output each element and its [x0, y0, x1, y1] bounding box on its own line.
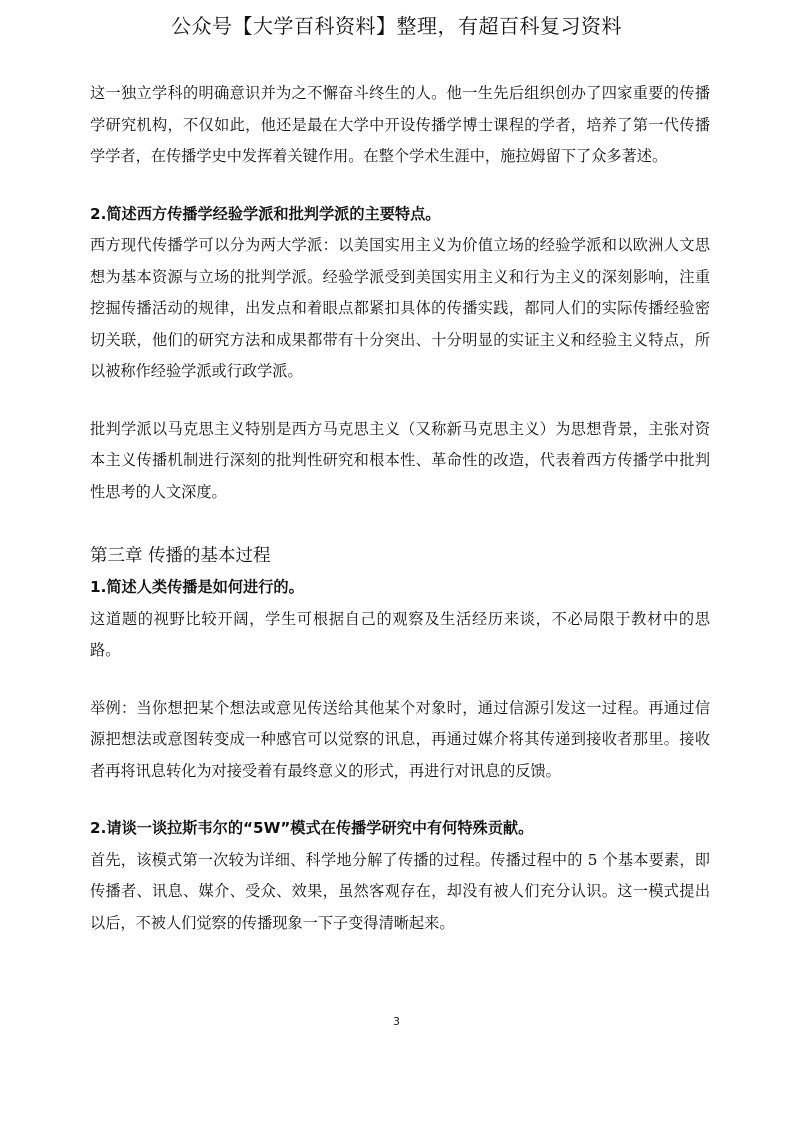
c3-q2-paragraph-1: 首先，该模式第一次较为详细、科学地分解了传播的过程。传播过程中的 5 个基本要素，即传播者、讯息、媒介、受众、效果，虽然客观存在，却没有被人们充分认识。这一模式提出以后，不被人们觉察的传播现象一下子变得清晰起来。 — [90, 850, 710, 932]
spacer — [90, 173, 710, 199]
page-number: 3 — [393, 1015, 400, 1028]
chapter3-question-heading-1: 1.简述人类传播是如何进行的。 — [90, 578, 304, 596]
chapter3-question-heading-2: 2.请谈一谈拉斯韦尔的“5W”模式在传播学研究中有何特殊贡献。 — [90, 819, 534, 837]
spacer — [90, 667, 710, 693]
page-header: 公众号【大学百科资料】整理，有超百科复习资料 — [171, 14, 622, 38]
q2-paragraph-2: 批判学派以马克思主义特别是西方马克思主义（又称新马克思主义）为思想背景，主张对资本主义传播机制进行深刻的批判性研究和根本性、革命性的改造，代表着西方传播学中批判性思考的人文深度。 — [90, 419, 710, 501]
c3-q1-paragraph-2: 举例：当你想把某个想法或意见传送给其他某个对象时，通过信源引发这一过程。再通过信源把想法或意图转变成一种感官可以觉察的讯息，再通过媒介将其传递到接收者那里。接收者再将讯息转化为对接受着有最终意义的形式，再进行对讯息的反馈。 — [90, 698, 710, 780]
page-content — [90, 78, 710, 939]
spacer — [90, 787, 710, 813]
chapter-title: 第三章 传播的基本过程 — [90, 546, 271, 566]
spacer — [90, 388, 710, 414]
question-heading-2: 2.简述西方传播学经验学派和批判学派的主要特点。 — [90, 204, 441, 223]
c3-q1-paragraph-1: 这道题的视野比较开阔，学生可根据自己的观察及生活经历来谈，不必局限于教材中的思路。 — [90, 609, 710, 659]
q2-paragraph-1: 西方现代传播学可以分为两大学派：以美国实用主义为价值立场的经验学派和以欧洲人文思想为基本资源与立场的批判学派。经验学派受到美国实用主义和行为主义的深刻影响，注重挖掘传播活动的规律，出发点和着眼点都紧扣具体的传播实践，都同人们的实际传播经验密切关联，他们的研究方法和成果都带有十分突出、十分明显的实证主义和经验主义特点，所以被称作经验学派或行政学派。 — [90, 236, 710, 380]
intro-paragraph: 这一独立学科的明确意识并为之不懈奋斗终生的人。他一生先后组织创办了四家重要的传播学研究机构，不仅如此，他还是最在大学中开设传播学博士课程的学者，培养了第一代传播学学者，在传播学史中发挥着关键作用。在整个学术生涯中，施拉姆留下了众多著述。 — [90, 84, 710, 165]
spacer — [90, 508, 710, 540]
